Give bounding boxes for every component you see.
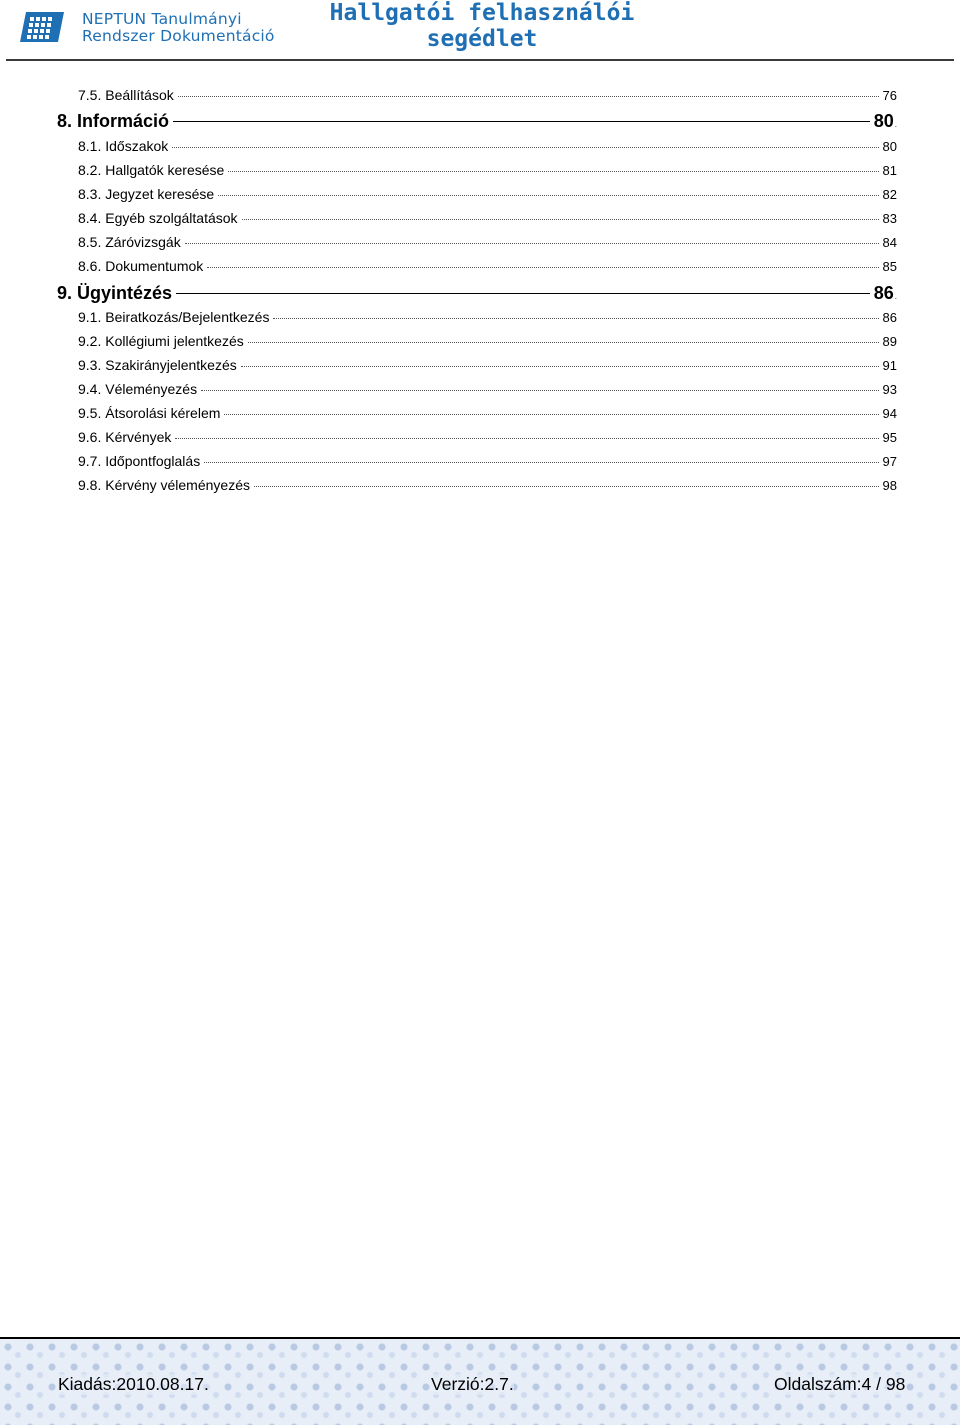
toc-entry-label: 9.5. Átsorolási kérelem	[78, 405, 221, 421]
toc-entry-page: 80 .	[874, 111, 897, 132]
brand-line-1: NEPTUN Tanulmányi	[82, 10, 242, 28]
toc-entry-page: 82	[882, 187, 897, 202]
toc-entry-label: 8.6. Dokumentumok	[78, 258, 204, 274]
document-title	[312, 0, 652, 52]
toc-entry-label: 9.4. Véleményezés	[78, 381, 198, 397]
toc-leader-dots	[254, 486, 879, 487]
toc-chapter-entry[interactable]	[57, 111, 897, 133]
toc-entry-label: 8.2. Hallgatók keresése	[78, 162, 225, 178]
toc-entry-page: 76	[882, 88, 897, 103]
toc-section-entry[interactable]	[78, 138, 897, 156]
toc-entry-label: 9.2. Kollégiumi jelentkezés	[78, 333, 244, 349]
toc-leader-dots	[176, 293, 870, 294]
toc-leader-dots	[175, 438, 878, 439]
toc-entry-label: 9.8. Kérvény véleményezés	[78, 477, 250, 493]
toc-leader-dots	[173, 121, 870, 122]
toc-entry-page: 89	[882, 334, 897, 349]
toc-entry-label: 8.1. Időszakok	[78, 138, 169, 154]
toc-entry-page: 81	[882, 163, 897, 178]
toc-section-entry[interactable]	[78, 162, 897, 180]
toc-leader-dots	[207, 267, 878, 268]
toc-entry-label: 9.6. Kérvények	[78, 429, 172, 445]
toc-entry-page: 84	[882, 235, 897, 250]
toc-section-entry[interactable]	[78, 333, 897, 351]
toc-entry-page: 93	[882, 382, 897, 397]
toc-entry-label: 8. Információ	[57, 111, 170, 131]
toc-section-entry[interactable]	[78, 87, 897, 105]
toc-leader-dots	[185, 243, 879, 244]
toc-section-entry[interactable]	[78, 186, 897, 204]
toc-entry-label: 9.7. Időpontfoglalás	[78, 453, 201, 469]
toc-chapter-entry[interactable]	[57, 283, 897, 305]
toc-entry-label: 7.5. Beállítások	[78, 87, 174, 103]
brand-name	[82, 11, 275, 45]
toc-section-entry[interactable]	[78, 234, 897, 252]
page-header	[0, 0, 960, 62]
toc-leader-dots	[204, 462, 878, 463]
brand-line-2: Rendszer Dokumentáció	[82, 27, 275, 45]
toc-leader-dots	[178, 96, 879, 97]
toc-section-entry[interactable]	[78, 453, 897, 471]
toc-entry-label: 8.3. Jegyzet keresése	[78, 186, 215, 202]
toc-entry-page: 95	[882, 430, 897, 445]
toc-leader-dots	[242, 219, 879, 220]
toc-leader-dots	[218, 195, 878, 196]
toc-leader-dots	[228, 171, 878, 172]
toc-entry-page: 86	[882, 310, 897, 325]
toc-leader-dots	[241, 366, 879, 367]
toc-section-entry[interactable]	[78, 405, 897, 423]
toc-entry-page: 80	[882, 139, 897, 154]
toc-section-entry[interactable]	[78, 357, 897, 375]
toc-entry-label: 9.3. Szakirányjelentkezés	[78, 357, 237, 373]
toc-leader-dots	[172, 147, 878, 148]
footer-version: Verzió:2.7.	[431, 1374, 514, 1394]
toc-entry-label: 9.1. Beiratkozás/Bejelentkezés	[78, 309, 270, 325]
toc-section-entry[interactable]	[78, 429, 897, 447]
toc-entry-page: 86 .	[874, 283, 897, 304]
toc-leader-dots	[201, 390, 878, 391]
document-title-line-1: Hallgatói felhasználói	[329, 0, 635, 26]
toc-entry-page: 91	[882, 358, 897, 373]
document-title-line-2: segédlet	[426, 26, 538, 52]
toc-entry-page: 83	[882, 211, 897, 226]
toc-section-entry[interactable]	[78, 309, 897, 327]
toc-entry-page: 94	[882, 406, 897, 421]
toc-entry-page: 98	[882, 478, 897, 493]
header-divider	[6, 59, 954, 61]
toc-entry-label: 8.4. Egyéb szolgáltatások	[78, 210, 238, 226]
toc-leader-dots	[273, 318, 878, 319]
footer-release-date: Kiadás:2010.08.17.	[58, 1374, 209, 1394]
footer-page-number: Oldalszám:4 / 98	[774, 1374, 906, 1394]
toc-entry-label: 9. Ügyintézés	[57, 283, 173, 303]
toc-section-entry[interactable]	[78, 258, 897, 276]
toc-leader-dots	[224, 414, 878, 415]
toc-entry-page: 85	[882, 259, 897, 274]
toc-section-entry[interactable]	[78, 477, 897, 495]
toc-leader-dots	[248, 342, 879, 343]
toc-entry-page: 97	[882, 454, 897, 469]
toc-section-entry[interactable]	[78, 210, 897, 228]
toc-entry-label: 8.5. Záróvizsgák	[78, 234, 181, 250]
toc-section-entry[interactable]	[78, 381, 897, 399]
neptun-logo-icon	[20, 10, 64, 44]
